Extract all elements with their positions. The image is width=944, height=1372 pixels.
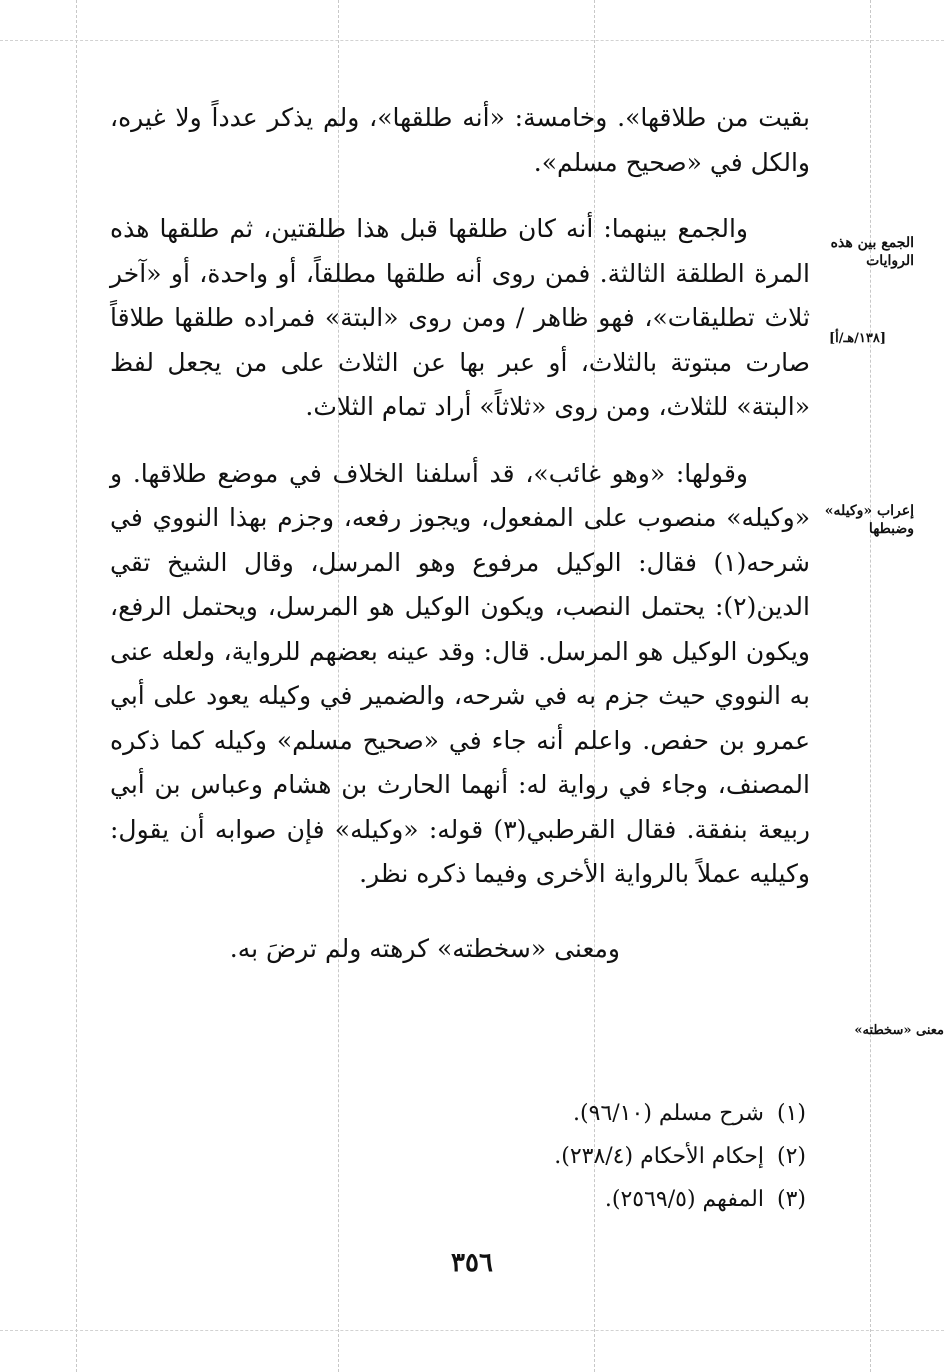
footnote-2 [306,1135,806,1178]
footnote-text: إحكام الأحكام (٢٣٨/٤). [554,1144,764,1169]
sidenote-irab: إعراب «وكيله» وضبطها [824,503,914,537]
footnote-3 [306,1178,806,1221]
main-text [110,96,810,971]
sidenote-meaning: معنى «سخطته» [854,1023,944,1038]
paragraph-2: والجمع بينهما: أنه كان طلقها قبل هذا طلقتين، ثم طلقها هذه المرة الطلقة الثالثة. فمن روى أنه طلقها مطلقاً، أو واحدة، أو «آخر ثلاث تطليقات»، فهو ظاهر / ومن روى «البتة» فمراده طلقها طلاقاً صارت مبتوتة بالثلاث، أو عبر بها عن الثلاث على من يجعل لفظ «البتة» للثلاث، ومن روى «ثلاثاً» أراد تمام الثلاث. [110,214,810,421]
footnote-number: (٢) [776,1144,806,1169]
guide-line [0,1330,944,1331]
guide-line [76,0,77,1372]
footnote-text: شرح مسلم (٩٦/١٠). [573,1101,764,1126]
paragraph-1: بقيت من طلاقها». وخامسة: «أنه طلقها»، ولم يذكر عدداً ولا غيره، والكل في «صحيح مسلم». [110,103,810,177]
footnote-number: (١) [776,1101,806,1126]
footnote-number: (٣) [776,1187,806,1212]
sidenote-folio: [١٣٨/هـ/أ] [828,331,886,346]
page-number: ٣٥٦ [451,1248,493,1278]
sidenote-combine: الجمع بين هذه الروايات [830,235,914,269]
footnote-1 [306,1092,806,1135]
guide-line [0,40,944,41]
paragraph-3: وقولها: «وهو غائب»، قد أسلفنا الخلاف في موضع طلاقها. و «وكيله» منصوب على المفعول، ويجوز رفعه، وجزم بهذا النووي في شرحه(١) فقال: الوكيل مرفوع وهو المرسل، وقال الشيخ تقي الدين(٢): يحتمل النصب، ويكون الوكيل هو المرسل، ويحتمل الرفع، ويكون الوكيل هو المرسل. قال: وقد عينه بعضهم للرواية، ولعله عنى به النووي حيث جزم به في شرحه، والضمير في وكيله يعود على أبي عمرو بن حفص. واعلم أنه جاء في «صحيح مسلم» وكيله كما ذكره المصنف، وجاء في رواية له: أنهما الحارث بن هشام وعباس بن أبي ربيعة بنفقة. فقال القرطبي(٣) قوله: «وكيله» فإن صوابه أن يقول: وكيليه عملاً بالرواية الأخرى وفيما ذكره نظر. [110,458,810,888]
guide-line [870,0,871,1372]
footnotes [306,1092,806,1221]
paragraph-4: ومعنى «سخطته» كرهته ولم ترضَ به. [229,933,620,963]
footnote-text: المفهم (٢٥٦٩/٥). [604,1187,764,1212]
